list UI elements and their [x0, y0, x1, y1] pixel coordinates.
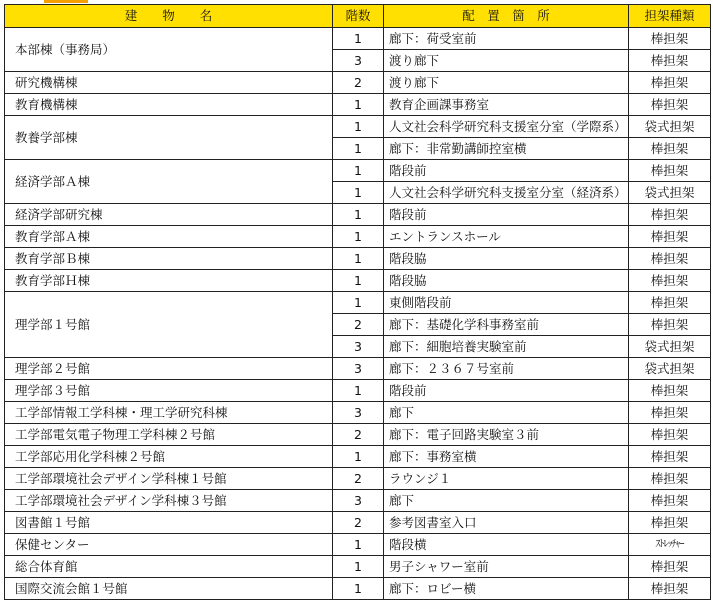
- stretcher-type-cell: 袋式担架: [629, 358, 711, 380]
- floor-cell: 2: [333, 468, 384, 490]
- stretcher-type-cell: 棒担架: [629, 28, 711, 50]
- stretcher-type-cell: 袋式担架: [629, 116, 711, 138]
- stretcher-type-cell: 棒担架: [629, 94, 711, 116]
- building-name: 理学部２号館: [5, 358, 333, 380]
- location-cell: 階段横: [384, 534, 629, 556]
- stretcher-type-cell: ｽﾄﾚｯﾁｬｰ: [629, 534, 711, 556]
- stretcher-type-cell: 袋式担架: [629, 182, 711, 204]
- building-name: 経済学部研究棟: [5, 204, 333, 226]
- table-row: [5, 270, 711, 292]
- building-name: 研究機構棟: [5, 72, 333, 94]
- floor-cell: 1: [333, 380, 384, 402]
- floor-cell: 1: [333, 160, 384, 182]
- table-row: [5, 116, 711, 138]
- floor-cell: 2: [333, 72, 384, 94]
- stretcher-type-cell: 棒担架: [629, 490, 711, 512]
- building-name: 本部棟（事務局）: [5, 28, 333, 72]
- table-row: [5, 72, 711, 94]
- stretcher-type-cell: 棒担架: [629, 512, 711, 534]
- header-row: [5, 5, 711, 28]
- stretcher-type-cell: 棒担架: [629, 380, 711, 402]
- building-name: 教育学部Ａ棟: [5, 226, 333, 248]
- floor-cell: 3: [333, 402, 384, 424]
- location-cell: 廊下: [384, 402, 629, 424]
- floor-cell: 1: [333, 204, 384, 226]
- location-cell: 階段前: [384, 204, 629, 226]
- building-name: 工学部応用化学科棟２号館: [5, 446, 333, 468]
- location-cell: 階段脇: [384, 248, 629, 270]
- building-name: 教養学部棟: [5, 116, 333, 160]
- header-type: 担架種類: [629, 5, 711, 28]
- table-row: [5, 468, 711, 490]
- floor-cell: 1: [333, 270, 384, 292]
- floor-cell: 2: [333, 512, 384, 534]
- header-building: 建 物 名: [5, 5, 333, 28]
- floor-cell: 1: [333, 578, 384, 600]
- stretcher-type-cell: 棒担架: [629, 226, 711, 248]
- floor-cell: 1: [333, 182, 384, 204]
- table-row: [5, 446, 711, 468]
- location-cell: 渡り廊下: [384, 72, 629, 94]
- stretcher-type-cell: 棒担架: [629, 248, 711, 270]
- floor-cell: 1: [333, 556, 384, 578]
- location-cell: 廊下：ロビー横: [384, 578, 629, 600]
- location-cell: 人文社会科学研究科支援室分室（経済系）: [384, 182, 629, 204]
- stretcher-type-cell: 棒担架: [629, 314, 711, 336]
- floor-cell: 1: [333, 138, 384, 160]
- table-row: [5, 160, 711, 182]
- location-cell: 階段前: [384, 160, 629, 182]
- table-row: [5, 380, 711, 402]
- table-row: [5, 556, 711, 578]
- location-cell: 廊下：事務室横: [384, 446, 629, 468]
- stretcher-type-cell: 棒担架: [629, 468, 711, 490]
- stretcher-type-cell: 棒担架: [629, 402, 711, 424]
- location-cell: 階段脇: [384, 270, 629, 292]
- stretcher-type-cell: 棒担架: [629, 204, 711, 226]
- location-cell: 廊下：荷受室前: [384, 28, 629, 50]
- building-name: 理学部３号館: [5, 380, 333, 402]
- building-name: 工学部情報工学科棟・理工学研究科棟: [5, 402, 333, 424]
- table-row: [5, 94, 711, 116]
- location-cell: 人文社会科学研究科支援室分室（学際系）: [384, 116, 629, 138]
- floor-cell: 2: [333, 314, 384, 336]
- building-name: 経済学部Ａ棟: [5, 160, 333, 204]
- location-cell: エントランスホール: [384, 226, 629, 248]
- floor-cell: 3: [333, 336, 384, 358]
- floor-cell: 1: [333, 226, 384, 248]
- table-row: [5, 490, 711, 512]
- stretcher-type-cell: 棒担架: [629, 424, 711, 446]
- floor-cell: 3: [333, 358, 384, 380]
- building-name: 国際交流会館１号館: [5, 578, 333, 600]
- building-name: 工学部環境社会デザイン学科棟１号館: [5, 468, 333, 490]
- stretcher-type-cell: 棒担架: [629, 556, 711, 578]
- floor-cell: 1: [333, 446, 384, 468]
- stretcher-table: [4, 4, 711, 600]
- location-cell: 廊下：細胞培養実験室前: [384, 336, 629, 358]
- location-cell: 参考図書室入口: [384, 512, 629, 534]
- building-name: 総合体育館: [5, 556, 333, 578]
- location-cell: 廊下：２３６７号室前: [384, 358, 629, 380]
- building-name: 図書館１号館: [5, 512, 333, 534]
- table-row: [5, 402, 711, 424]
- building-name: 保健センター: [5, 534, 333, 556]
- stretcher-type-cell: 棒担架: [629, 138, 711, 160]
- stretcher-type-cell: 棒担架: [629, 270, 711, 292]
- location-cell: 階段前: [384, 380, 629, 402]
- stretcher-type-cell: 棒担架: [629, 72, 711, 94]
- floor-cell: 1: [333, 534, 384, 556]
- stretcher-type-cell: 棒担架: [629, 292, 711, 314]
- location-cell: 廊下: [384, 490, 629, 512]
- location-cell: 廊下：電子回路実験室３前: [384, 424, 629, 446]
- stretcher-type-cell: 棒担架: [629, 50, 711, 72]
- building-name: 工学部環境社会デザイン学科棟３号館: [5, 490, 333, 512]
- table-row: [5, 28, 711, 50]
- building-name: 理学部１号館: [5, 292, 333, 358]
- table-row: [5, 424, 711, 446]
- building-name: 工学部電気電子物理工学科棟２号館: [5, 424, 333, 446]
- stretcher-type-cell: 棒担架: [629, 160, 711, 182]
- floor-cell: 1: [333, 94, 384, 116]
- table-body: [5, 28, 711, 600]
- floor-cell: 1: [333, 28, 384, 50]
- stretcher-type-cell: 棒担架: [629, 578, 711, 600]
- location-cell: 教育企画課事務室: [384, 94, 629, 116]
- header-floor: 階数: [333, 5, 384, 28]
- floor-cell: 3: [333, 490, 384, 512]
- building-name: 教育機構棟: [5, 94, 333, 116]
- floor-cell: 1: [333, 292, 384, 314]
- floor-cell: 3: [333, 50, 384, 72]
- table-row: [5, 248, 711, 270]
- building-name: 教育学部Ｂ棟: [5, 248, 333, 270]
- table-row: [5, 512, 711, 534]
- table-row: [5, 204, 711, 226]
- location-cell: 渡り廊下: [384, 50, 629, 72]
- table-row: [5, 292, 711, 314]
- table-row: [5, 534, 711, 556]
- floor-cell: 1: [333, 248, 384, 270]
- table-row: [5, 226, 711, 248]
- location-cell: ラウンジ１: [384, 468, 629, 490]
- building-name: 教育学部Ｈ棟: [5, 270, 333, 292]
- stretcher-type-cell: 袋式担架: [629, 336, 711, 358]
- location-cell: 東側階段前: [384, 292, 629, 314]
- table-row: [5, 358, 711, 380]
- table-header: [5, 5, 711, 28]
- table-row: [5, 578, 711, 600]
- location-cell: 廊下：非常勤講師控室横: [384, 138, 629, 160]
- header-accent: [44, 0, 88, 3]
- floor-cell: 1: [333, 116, 384, 138]
- location-cell: 男子シャワー室前: [384, 556, 629, 578]
- header-location: 配 置 箇 所: [384, 5, 629, 28]
- location-cell: 廊下：基礎化学科事務室前: [384, 314, 629, 336]
- floor-cell: 2: [333, 424, 384, 446]
- stretcher-type-cell: 棒担架: [629, 446, 711, 468]
